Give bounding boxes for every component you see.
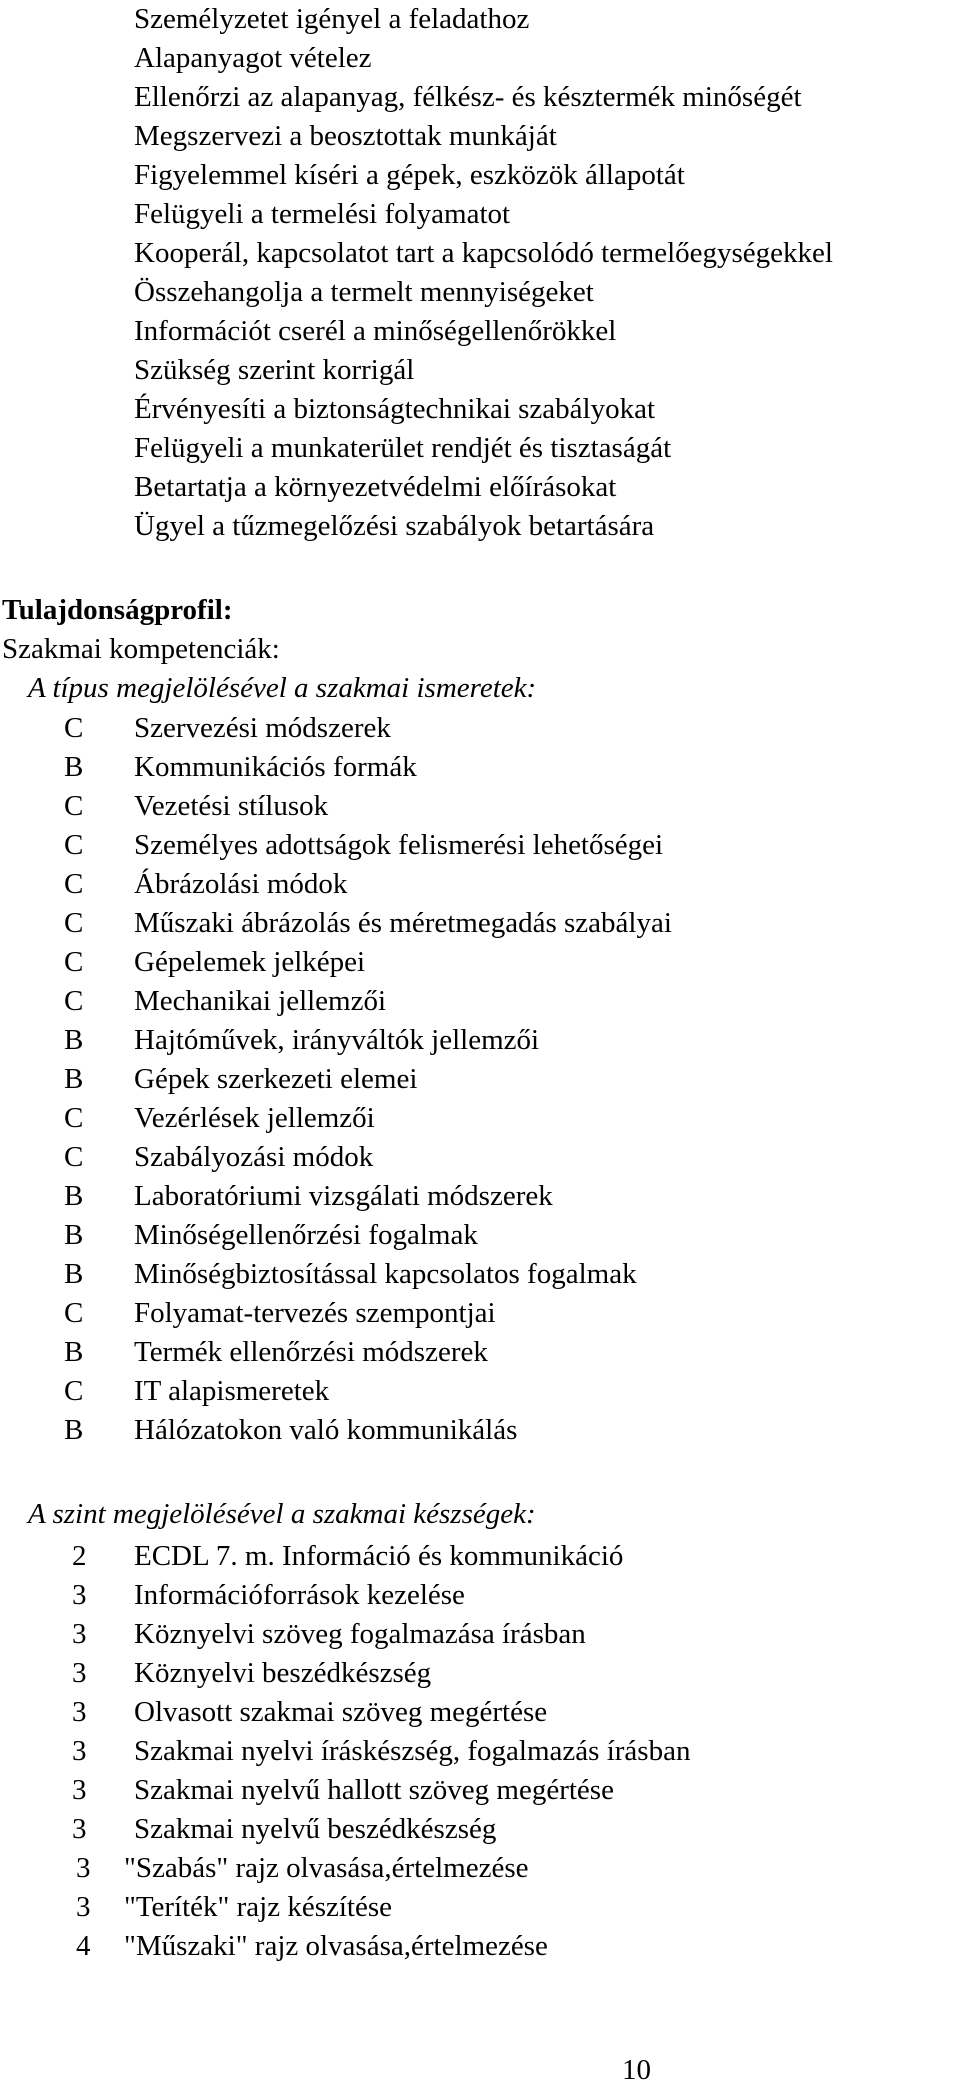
skill-level: 4 bbox=[76, 1930, 91, 1962]
knowledge-text: Gépelemek jelképei bbox=[134, 946, 366, 978]
competence-subheading: Szakmai kompetenciák: bbox=[2, 633, 280, 665]
skill-text: Szakmai nyelvű hallott szöveg megértése bbox=[134, 1774, 614, 1806]
knowledge-type: C bbox=[64, 946, 84, 978]
knowledge-text: Laboratóriumi vizsgálati módszerek bbox=[134, 1180, 553, 1212]
knowledge-type: C bbox=[64, 1375, 84, 1407]
profile-heading: Tulajdonságprofil: bbox=[2, 594, 233, 626]
task-line: Kooperál, kapcsolatot tart a kapcsolódó termelőegységekkel bbox=[134, 237, 833, 269]
knowledge-type: C bbox=[64, 868, 84, 900]
knowledge-type: B bbox=[64, 1414, 84, 1446]
skill-text: ECDL 7. m. Információ és kommunikáció bbox=[134, 1540, 624, 1572]
skill-text: Olvasott szakmai szöveg megértése bbox=[134, 1696, 548, 1728]
knowledge-type: C bbox=[64, 712, 84, 744]
knowledge-type: B bbox=[64, 1024, 84, 1056]
skill-level: 3 bbox=[76, 1852, 91, 1884]
skill-text: Információforrások kezelése bbox=[134, 1579, 465, 1611]
task-line: Figyelemmel kíséri a gépek, eszközök állapotát bbox=[134, 159, 685, 191]
knowledge-type: B bbox=[64, 1063, 84, 1095]
skill-level: 3 bbox=[72, 1813, 87, 1845]
task-line: Felügyeli a munkaterület rendjét és tisztaságát bbox=[134, 432, 672, 464]
knowledge-type: C bbox=[64, 829, 84, 861]
knowledge-type: B bbox=[64, 751, 84, 783]
skill-level: 2 bbox=[72, 1540, 87, 1572]
knowledge-type: C bbox=[64, 1141, 84, 1173]
skill-text: "Szabás" rajz olvasása,értelmezése bbox=[124, 1852, 529, 1884]
knowledge-type: B bbox=[64, 1219, 84, 1251]
knowledge-type: B bbox=[64, 1180, 84, 1212]
skill-text: "Műszaki" rajz olvasása,értelmezése bbox=[124, 1930, 548, 1962]
knowledge-type: C bbox=[64, 1102, 84, 1134]
task-line: Ellenőrzi az alapanyag, félkész- és késztermék minőségét bbox=[134, 81, 802, 113]
skill-level: 3 bbox=[72, 1774, 87, 1806]
knowledge-text: Gépek szerkezeti elemei bbox=[134, 1063, 418, 1095]
knowledge-type: C bbox=[64, 985, 84, 1017]
knowledge-text: Szabályozási módok bbox=[134, 1141, 374, 1173]
task-line: Megszervezi a beosztottak munkáját bbox=[134, 120, 557, 152]
task-line: Betartatja a környezetvédelmi előírásokat bbox=[134, 471, 617, 503]
skill-level: 3 bbox=[72, 1618, 87, 1650]
skills-intro: A szint megjelölésével a szakmai készségek: bbox=[28, 1498, 536, 1530]
skill-text: Szakmai nyelvű beszédkészség bbox=[134, 1813, 497, 1845]
knowledge-text: Kommunikációs formák bbox=[134, 751, 417, 783]
knowledge-text: IT alapismeretek bbox=[134, 1375, 330, 1407]
knowledge-intro: A típus megjelölésével a szakmai ismeretek: bbox=[28, 672, 537, 704]
knowledge-text: Minőségbiztosítással kapcsolatos fogalmak bbox=[134, 1258, 637, 1290]
knowledge-text: Ábrázolási módok bbox=[134, 868, 348, 900]
skill-text: Köznyelvi beszédkészség bbox=[134, 1657, 432, 1689]
task-line: Ügyel a tűzmegelőzési szabályok betartására bbox=[134, 510, 655, 542]
knowledge-text: Hálózatokon való kommunikálás bbox=[134, 1414, 518, 1446]
page-number: 10 bbox=[622, 2054, 651, 2086]
knowledge-text: Minőségellenőrzési fogalmak bbox=[134, 1219, 478, 1251]
knowledge-type: C bbox=[64, 790, 84, 822]
task-line: Érvényesíti a biztonságtechnikai szabályokat bbox=[134, 393, 656, 425]
task-line: Összehangolja a termelt mennyiségeket bbox=[134, 276, 594, 308]
task-line: Alapanyagot vételez bbox=[134, 42, 372, 74]
knowledge-type: B bbox=[64, 1336, 84, 1368]
knowledge-text: Vezetési stílusok bbox=[134, 790, 329, 822]
skill-text: "Teríték" rajz készítése bbox=[124, 1891, 393, 1923]
task-line: Információt cserél a minőségellenőrökkel bbox=[134, 315, 617, 347]
knowledge-text: Személyes adottságok felismerési lehetőségei bbox=[134, 829, 664, 861]
knowledge-text: Hajtóművek, irányváltók jellemzői bbox=[134, 1024, 540, 1056]
knowledge-type: C bbox=[64, 1297, 84, 1329]
knowledge-type: C bbox=[64, 907, 84, 939]
knowledge-text: Szervezési módszerek bbox=[134, 712, 391, 744]
skill-level: 3 bbox=[72, 1657, 87, 1689]
skill-level: 3 bbox=[72, 1696, 87, 1728]
skill-text: Szakmai nyelvi íráskészség, fogalmazás írásban bbox=[134, 1735, 691, 1767]
skill-level: 3 bbox=[72, 1579, 87, 1611]
task-line: Felügyeli a termelési folyamatot bbox=[134, 198, 511, 230]
task-line: Szükség szerint korrigál bbox=[134, 354, 415, 386]
knowledge-text: Mechanikai jellemzői bbox=[134, 985, 387, 1017]
knowledge-type: B bbox=[64, 1258, 84, 1290]
skill-text: Köznyelvi szöveg fogalmazása írásban bbox=[134, 1618, 586, 1650]
knowledge-text: Folyamat-tervezés szempontjai bbox=[134, 1297, 496, 1329]
task-line: Személyzetet igényel a feladathoz bbox=[134, 3, 530, 35]
skill-level: 3 bbox=[76, 1891, 91, 1923]
skill-level: 3 bbox=[72, 1735, 87, 1767]
knowledge-text: Műszaki ábrázolás és méretmegadás szabályai bbox=[134, 907, 672, 939]
knowledge-text: Termék ellenőrzési módszerek bbox=[134, 1336, 488, 1368]
knowledge-text: Vezérlések jellemzői bbox=[134, 1102, 375, 1134]
